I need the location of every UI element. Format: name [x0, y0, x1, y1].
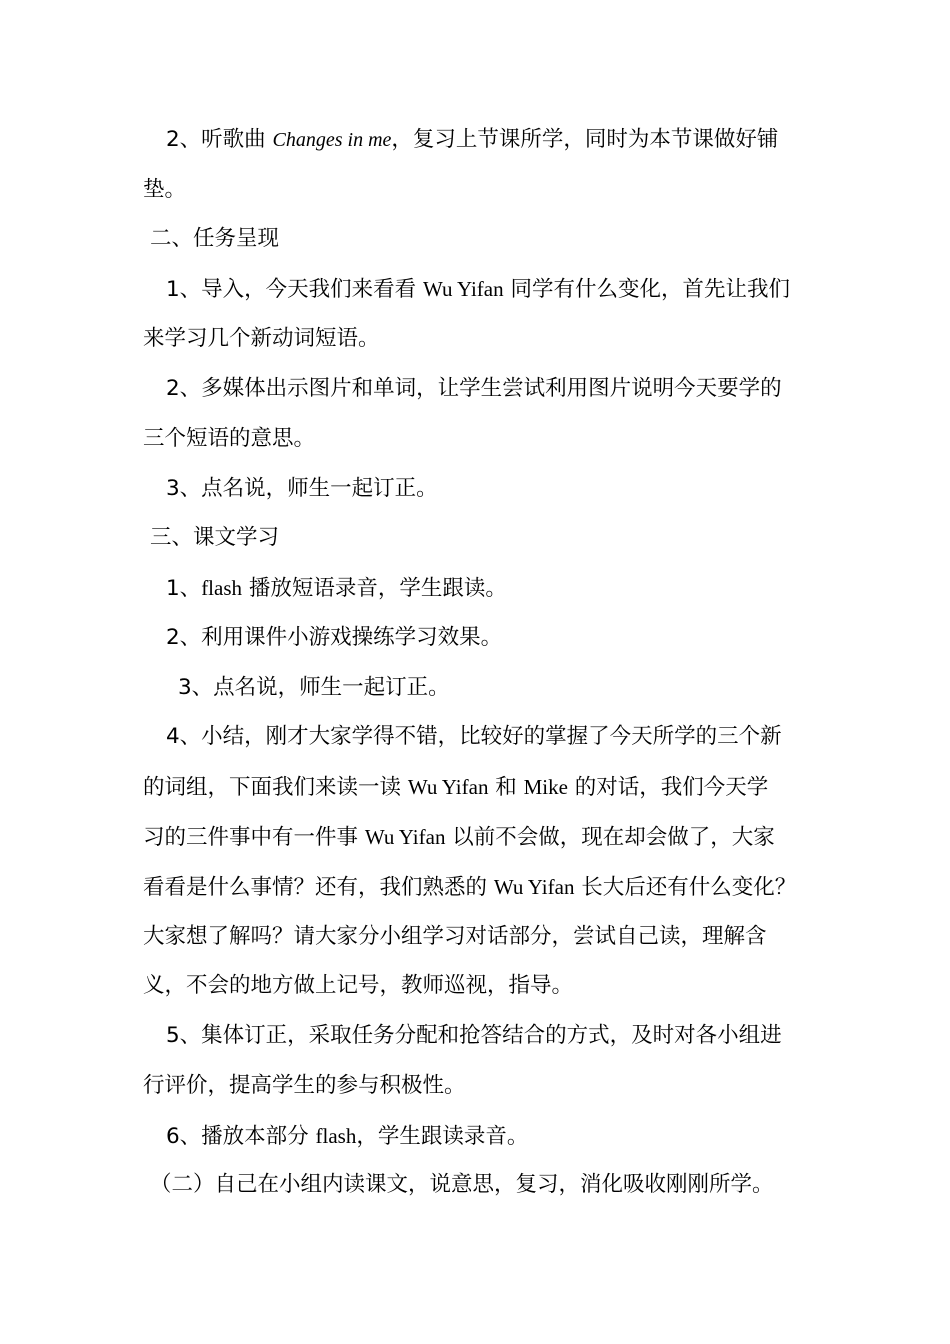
- paragraph-line: [143, 812, 823, 862]
- text-run: 2、听歌曲: [166, 127, 273, 152]
- text-run: 来学习几个新动词短语。: [143, 326, 380, 351]
- text-run: Wu Yifan: [364, 825, 446, 849]
- text-run: Mike: [523, 775, 568, 799]
- text-run: 同学有什么变化，首先让我们: [503, 277, 790, 302]
- paragraph-line: [178, 663, 858, 713]
- text-run: 2、利用课件小游戏操练学习效果。: [166, 625, 503, 650]
- text-run: 播放短语录音，学生跟读。: [242, 576, 507, 601]
- text-run: 二、任务呈现: [150, 226, 280, 251]
- paragraph-line: [166, 563, 846, 613]
- text-run: 长大后还有什么变化？: [574, 875, 797, 900]
- paragraph-line: [166, 464, 846, 514]
- text-run: 以前不会做，现在却会做了，大家: [445, 825, 775, 850]
- text-run: （二）自己在小组内读课文，说意思，复习，消化吸收刚刚所学。: [150, 1172, 774, 1197]
- paragraph-line: [166, 1111, 846, 1161]
- section-heading: [150, 214, 830, 264]
- text-run: 1、: [166, 576, 202, 601]
- paragraph-line: [166, 613, 846, 663]
- section-heading: [150, 513, 830, 563]
- text-run: 3、点名说，师生一起订正。: [178, 675, 450, 700]
- text-run: 大家想了解吗？请大家分小组学习对话部分，尝试自己读，理解含: [143, 924, 767, 949]
- paragraph-line: [143, 1061, 823, 1111]
- text-run: Wu Yifan: [493, 875, 575, 899]
- text-run: ，复习上节课所学，同时为本节课做好铺: [391, 127, 779, 152]
- paragraph-line: [150, 1160, 830, 1210]
- text-run: 1、导入，今天我们来看看: [166, 277, 424, 302]
- text-run: 垫。: [143, 177, 187, 202]
- text-run: 5、集体订正，采取任务分配和抢答结合的方式，及时对各小组进: [166, 1023, 782, 1048]
- text-run: 的词组，下面我们来读一读: [143, 775, 408, 800]
- paragraph-line: [143, 414, 823, 464]
- paragraph-line: [166, 1011, 846, 1061]
- text-run: flash: [315, 1124, 357, 1148]
- text-run: 的对话，我们今天学: [567, 775, 769, 800]
- text-run: 4、小结，刚才大家学得不错，比较好的掌握了今天所学的三个新: [166, 724, 782, 749]
- text-run: 和: [488, 775, 524, 800]
- text-run: 2、多媒体出示图片和单词，让学生尝试利用图片说明今天要学的: [166, 376, 782, 401]
- text-run: 行评价，提高学生的参与积极性。: [143, 1073, 466, 1098]
- text-run: 义，不会的地方做上记号，教师巡视，指导。: [143, 973, 574, 998]
- paragraph-line: [166, 115, 846, 165]
- paragraph-line: [166, 264, 846, 314]
- text-run: 看看是什么事情？还有，我们熟悉的: [143, 875, 494, 900]
- text-run: flash: [201, 576, 243, 600]
- text-run: 三、课文学习: [150, 525, 280, 550]
- text-run: 三个短语的意思。: [143, 426, 316, 451]
- paragraph-line: [166, 712, 846, 762]
- paragraph-line: [143, 165, 823, 215]
- text-run: ，学生跟读录音。: [356, 1124, 529, 1149]
- paragraph-line: [143, 912, 823, 962]
- paragraph-line: [143, 314, 823, 364]
- paragraph-line: [166, 364, 846, 414]
- text-run: 3、点名说，师生一起订正。: [166, 476, 438, 501]
- text-run: Wu Yifan: [407, 775, 489, 799]
- paragraph-line: [143, 762, 823, 812]
- text-run: Wu Yifan: [423, 277, 504, 301]
- paragraph-line: [143, 961, 823, 1011]
- text-run: 习的三件事中有一件事: [143, 825, 365, 850]
- text-run: Changes in me: [272, 129, 392, 151]
- paragraph-line: [143, 862, 823, 912]
- text-run: 6、播放本部分: [166, 1124, 316, 1149]
